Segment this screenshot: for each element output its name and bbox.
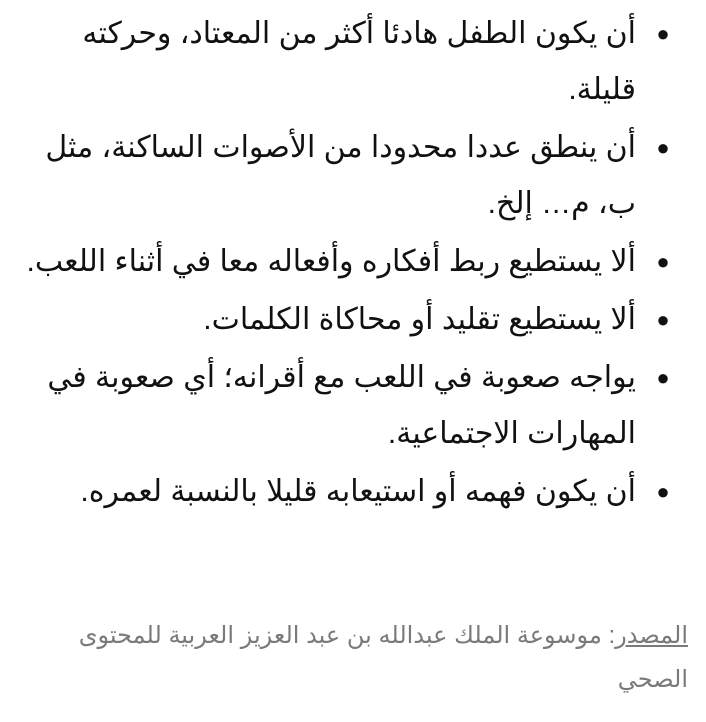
bullet-icon: ● [656,365,670,390]
bullet-icon: ● [656,135,670,160]
list-item [16,464,670,520]
list-item [16,292,670,348]
bullet-icon: ● [656,249,670,274]
source-separator: : [601,622,616,649]
list-item-text: أن ينطق عددا محدودا من الأصوات الساكنة، مثل ب، م… إلخ. [45,131,636,220]
list-item [16,120,670,232]
list-item [16,350,670,462]
source-label: المصدر [615,622,688,649]
source-text: موسوعة الملك عبدالله بن عبد العزيز العربية للمحتوى الصحي [78,622,688,693]
list-item [16,6,670,118]
source-citation [28,614,688,702]
list-item-text: ألا يستطيع ربط أفكاره وأفعاله معا في أثناء اللعب. [26,245,636,278]
bullet-icon: ● [656,307,670,332]
symptom-list [16,6,670,522]
list-item-text: يواجه صعوبة في اللعب مع أقرانه؛ أي صعوبة في المهارات الاجتماعية. [47,361,636,450]
list-item-text: أن يكون فهمه أو استيعابه قليلا بالنسبة لعمره. [80,475,636,508]
list-item-text: ألا يستطيع تقليد أو محاكاة الكلمات. [203,303,636,336]
list-item [16,234,670,290]
bullet-icon: ● [656,21,670,46]
list-item-text: أن يكون الطفل هادئا أكثر من المعتاد، وحركته قليلة. [82,17,636,106]
bullet-icon: ● [656,479,670,504]
